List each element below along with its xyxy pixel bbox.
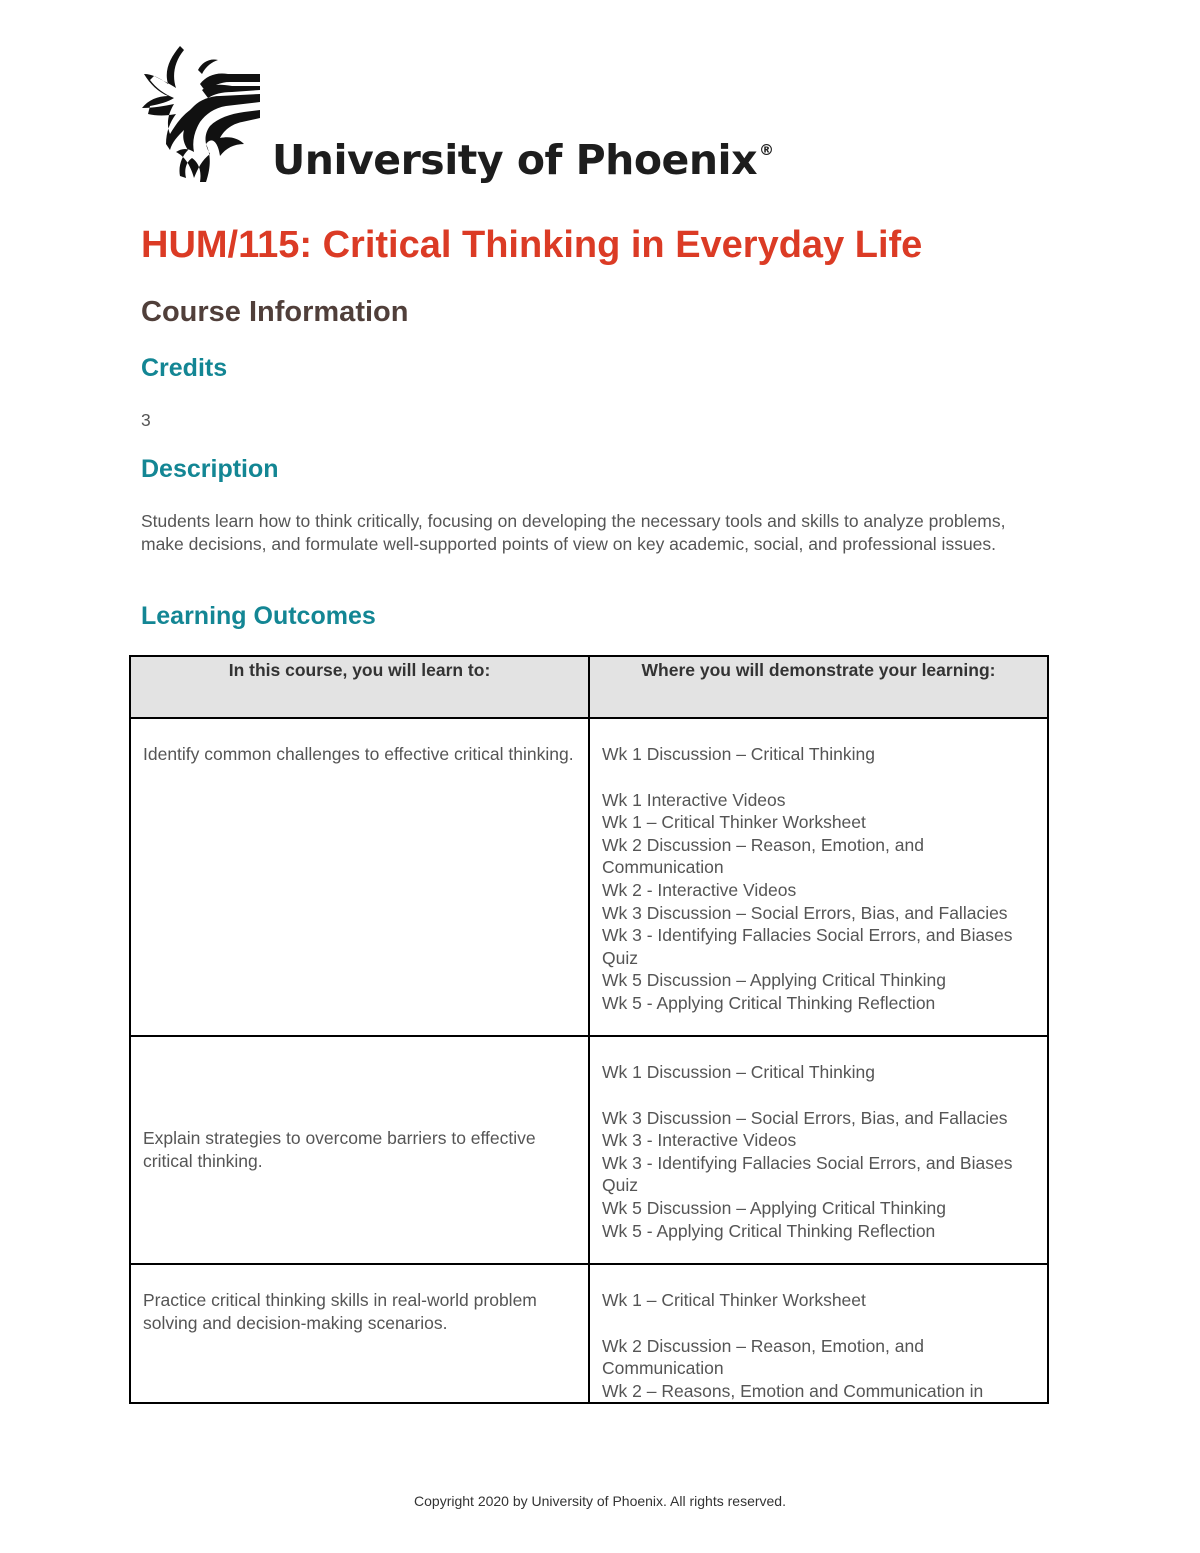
outcome-cell: Practice critical thinking skills in real-world problem solving and decision-making scenarios. [130, 1264, 589, 1403]
assessment-item: Wk 3 - Interactive Videos [602, 1130, 797, 1151]
description-text: Students learn how to think critically, focusing on developing the necessary tools and skills to analyze problems, make decisions, and formulate well-supported points of view on key academic, social, and professional issues. [141, 511, 1006, 554]
assessment-item: Wk 5 Discussion – Applying Critical Thinking [602, 970, 946, 991]
outcome-cell: Explain strategies to overcome barriers to effective critical thinking. [130, 1036, 589, 1264]
assessment-cell [589, 718, 1048, 1036]
phoenix-bird-icon [140, 44, 262, 184]
table-header-cell: Where you will demonstrate your learning: [589, 656, 1048, 718]
assessment-item: Wk 3 - Identifying Fallacies Social Errors, and Biases Quiz [602, 925, 1013, 968]
assessment-item: Wk 3 - Identifying Fallacies Social Errors, and Biases Quiz [602, 1152, 1013, 1196]
university-logo [140, 44, 774, 184]
assessment-item: Wk 1 Interactive Videos [602, 789, 786, 810]
table-row [130, 1264, 1048, 1403]
table-row [130, 1036, 1048, 1264]
copyright-footer: Copyright 2020 by University of Phoenix. All rights reserved. [414, 1493, 786, 1509]
assessment-item: Wk 5 - Applying Critical Thinking Reflection [602, 992, 936, 1013]
assessment-item: Wk 5 - Applying Critical Thinking Reflection [602, 1220, 936, 1241]
learning-outcomes-heading: Learning Outcomes [141, 602, 376, 630]
assessment-item: Wk 3 Discussion – Social Errors, Bias, and Fallacies [602, 902, 1008, 923]
assessment-item: Wk 2 - Interactive Videos [602, 879, 797, 900]
logo-wordmark: University of Phoenix ® [272, 136, 774, 184]
assessment-item: Wk 1 – Critical Thinker Worksheet [602, 1290, 866, 1310]
description-heading: Description [141, 455, 279, 483]
learning-outcomes-table [129, 655, 1049, 1404]
assessment-item: Wk 2 – Reasons, Emotion and Communication in [602, 1380, 984, 1401]
assessment-item: Wk 3 Discussion – Social Errors, Bias, and Fallacies [602, 1107, 1008, 1128]
assessment-item: Wk 1 Discussion – Critical Thinking [602, 1062, 875, 1082]
outcome-cell: Identify common challenges to effective critical thinking. [130, 718, 589, 1036]
assessment-item: Wk 5 Discussion – Applying Critical Thinking [602, 1197, 946, 1218]
assessment-item: Wk 2 Discussion – Reason, Emotion, and Communication [602, 834, 924, 878]
assessment-cell [589, 1264, 1048, 1403]
assessment-item: Wk 1 – Critical Thinker Worksheet [602, 812, 866, 833]
assessment-item: Wk 2 Discussion – Reason, Emotion, and Communication [602, 1335, 924, 1379]
course-title: HUM/115: Critical Thinking in Everyday Life [141, 224, 923, 266]
credits-heading: Credits [141, 354, 228, 382]
assessment-cell [589, 1036, 1048, 1264]
course-information-heading: Course Information [141, 296, 409, 328]
table-row [130, 718, 1048, 1036]
credits-value: 3 [141, 410, 151, 430]
table-header-row [130, 656, 1048, 718]
table-header-cell: In this course, you will learn to: [130, 656, 589, 718]
assessment-item: Wk 1 Discussion – Critical Thinking [602, 744, 875, 764]
